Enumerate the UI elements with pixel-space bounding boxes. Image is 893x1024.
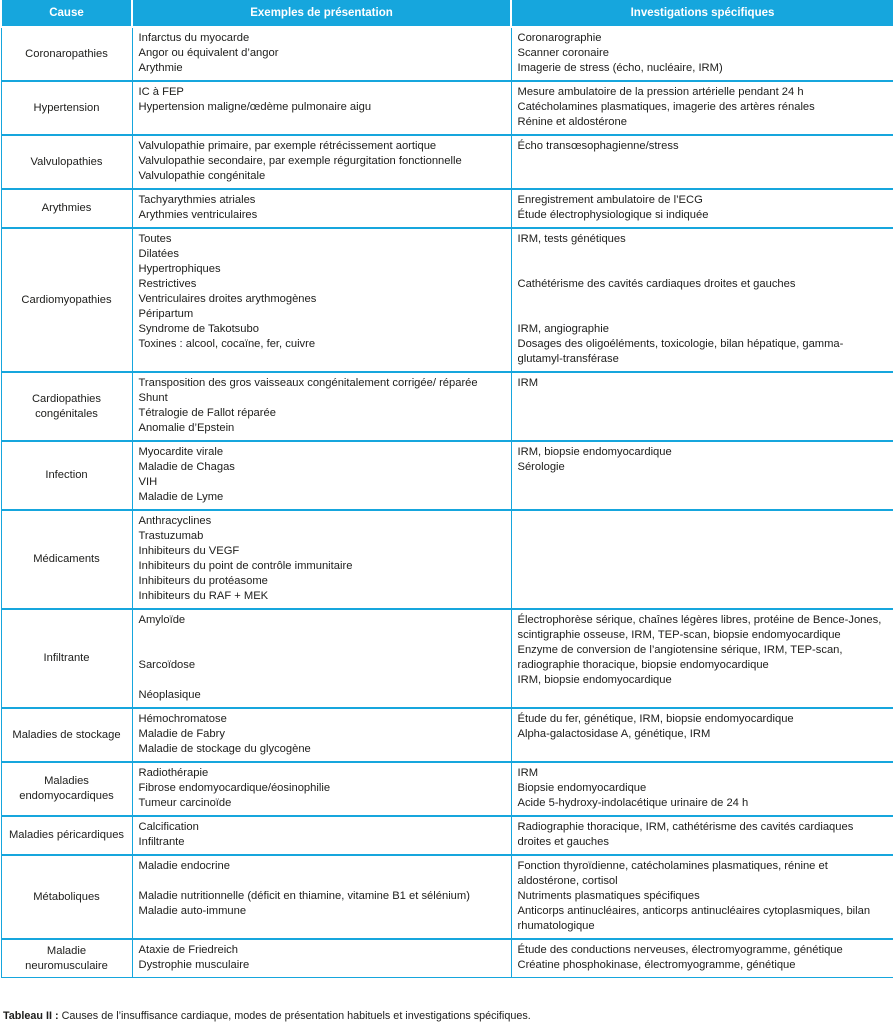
investigations-cell xyxy=(511,510,893,609)
table-row xyxy=(1,816,893,855)
example-line: Inhibiteurs du VEGF xyxy=(138,545,240,557)
investigation-line xyxy=(518,262,888,277)
example-line: VIH xyxy=(138,476,158,488)
investigation-line xyxy=(518,247,888,262)
investigations-cell xyxy=(511,27,893,81)
investigation-line: Coronarographie xyxy=(517,32,602,44)
investigations-cell xyxy=(511,372,893,441)
investigation-line: Étude du fer, génétique, IRM, biopsie endomyocardique xyxy=(517,713,794,725)
example-line: Inhibiteurs du protéasome xyxy=(138,575,268,587)
investigation-line: Radiographie thoracique, IRM, cathétérisme des cavités cardiaques droites et gauches xyxy=(517,821,854,848)
investigation-line xyxy=(518,307,888,322)
investigations-cell xyxy=(511,609,893,708)
investigation-line: IRM xyxy=(517,767,539,779)
cause-cell: Cardiomyopathies xyxy=(1,228,132,372)
example-line: Valvulopathie congénitale xyxy=(138,170,266,182)
example-line: Myocardite virale xyxy=(138,446,224,458)
example-line: Trastuzumab xyxy=(138,530,204,542)
cause-cell: Infection xyxy=(1,441,132,510)
investigations-cell xyxy=(511,228,893,372)
example-line: Néoplasique xyxy=(138,689,201,701)
header-row xyxy=(1,0,893,27)
examples-cell xyxy=(132,855,511,939)
example-line: Shunt xyxy=(138,392,168,404)
example-line: IC à FEP xyxy=(138,86,184,98)
table-row xyxy=(1,189,893,228)
examples-cell xyxy=(132,708,511,762)
table-header xyxy=(1,0,893,27)
cause-cell: Valvulopathies xyxy=(1,135,132,189)
header-examples: Exemples de présentation xyxy=(132,0,511,27)
investigation-line: Enzyme de conversion de l’angiotensine sérique, IRM, TEP-scan, radiographie thoracique, biopsie endomyocardique xyxy=(517,644,843,671)
examples-cell xyxy=(132,372,511,441)
investigation-line: Alpha-galactosidase A, génétique, IRM xyxy=(517,728,711,740)
example-line: Valvulopathie secondaire, par exemple régurgitation fonctionnelle xyxy=(138,155,462,167)
cause-cell: Arythmies xyxy=(1,189,132,228)
table-row xyxy=(1,510,893,609)
investigation-line: IRM, tests génétiques xyxy=(517,233,626,245)
table-row xyxy=(1,762,893,816)
table-row xyxy=(1,939,893,978)
examples-cell xyxy=(132,189,511,228)
example-line xyxy=(139,874,505,889)
example-line: Maladie de stockage du glycogène xyxy=(138,743,311,755)
example-line: Dystrophie musculaire xyxy=(138,959,250,971)
investigation-line: Catécholamines plasmatiques, imagerie des artères rénales xyxy=(517,101,815,113)
example-line: Hémochromatose xyxy=(138,713,227,725)
examples-cell xyxy=(132,510,511,609)
investigation-line: Scanner coronaire xyxy=(517,47,609,59)
investigations-cell xyxy=(511,189,893,228)
investigations-cell xyxy=(511,81,893,135)
investigation-line: Biopsie endomyocardique xyxy=(517,782,647,794)
cause-cell: Métaboliques xyxy=(1,855,132,939)
example-line xyxy=(139,673,505,688)
example-line: Sarcoïdose xyxy=(138,659,196,671)
example-line: Tétralogie de Fallot réparée xyxy=(138,407,276,419)
investigation-line: Dosages des oligoéléments, toxicologie, bilan hépatique, gamma-glutamyl-transférase xyxy=(517,338,844,365)
example-line: Arythmies ventriculaires xyxy=(138,209,258,221)
example-line: Fibrose endomyocardique/éosinophilie xyxy=(138,782,331,794)
investigation-line: Sérologie xyxy=(517,461,565,473)
table-row xyxy=(1,372,893,441)
table-row xyxy=(1,135,893,189)
table-row xyxy=(1,609,893,708)
example-line: Maladie de Chagas xyxy=(138,461,235,473)
example-line: Maladie de Lyme xyxy=(138,491,224,503)
cause-cell: Hypertension xyxy=(1,81,132,135)
example-line xyxy=(139,643,505,658)
investigation-line: Enregistrement ambulatoire de l’ECG xyxy=(517,194,703,206)
investigation-line xyxy=(518,292,888,307)
investigation-line: IRM xyxy=(517,377,539,389)
example-line: Syndrome de Takotsubo xyxy=(138,323,259,335)
example-line: Tachyarythmies atriales xyxy=(138,194,256,206)
example-line: Transposition des gros vaisseaux congénitalement corrigée/ réparée xyxy=(138,377,478,389)
table-row xyxy=(1,855,893,939)
example-line: Dilatées xyxy=(138,248,179,260)
caption-label: Tableau II : xyxy=(3,1010,59,1022)
examples-cell xyxy=(132,27,511,81)
example-line: Anomalie d’Epstein xyxy=(138,422,235,434)
example-line: Arythmie xyxy=(138,62,183,74)
table-row xyxy=(1,708,893,762)
investigation-line: Étude des conductions nerveuses, électromyogramme, génétique xyxy=(517,944,843,956)
investigations-cell xyxy=(511,441,893,510)
table-caption xyxy=(3,1009,531,1023)
investigation-line: IRM, biopsie endomyocardique xyxy=(517,446,672,458)
example-line: Inhibiteurs du point de contrôle immunitaire xyxy=(138,560,353,572)
examples-cell xyxy=(132,81,511,135)
investigation-line: IRM, angiographie xyxy=(517,323,609,335)
example-line: Hypertension maligne/œdème pulmonaire aigu xyxy=(138,101,372,113)
cause-cell: Maladies de stockage xyxy=(1,708,132,762)
example-line: Toutes xyxy=(138,233,172,245)
cause-cell: Cardiopathies congénitales xyxy=(1,372,132,441)
cause-cell: Maladies endomyocardiques xyxy=(1,762,132,816)
examples-cell xyxy=(132,135,511,189)
investigation-line: Acide 5-hydroxy-indolacétique urinaire de 24 h xyxy=(517,797,749,809)
investigation-line: Imagerie de stress (écho, nucléaire, IRM) xyxy=(517,62,723,74)
investigation-line: Écho transœsophagienne/stress xyxy=(517,140,679,152)
investigation-line: Électrophorèse sérique, chaînes légères libres, protéine de Bence-Jones, scintigraphie osseuse, IRM, TEP-scan, biopsie endomyocardique xyxy=(517,614,882,641)
investigation-line: Nutriments plasmatiques spécifiques xyxy=(517,890,700,902)
examples-cell xyxy=(132,609,511,708)
table-row xyxy=(1,228,893,372)
table-row xyxy=(1,81,893,135)
example-line: Hypertrophiques xyxy=(138,263,221,275)
example-line: Maladie auto-immune xyxy=(138,905,247,917)
examples-cell xyxy=(132,939,511,978)
examples-cell xyxy=(132,228,511,372)
investigations-cell xyxy=(511,939,893,978)
example-line xyxy=(139,628,505,643)
cause-cell: Maladies péricardiques xyxy=(1,816,132,855)
caption-text: Causes de l’insuffisance cardiaque, modes de présentation habituels et investigations spécifiques. xyxy=(58,1010,531,1022)
example-line: Restrictives xyxy=(138,278,197,290)
examples-cell xyxy=(132,816,511,855)
investigations-cell xyxy=(511,762,893,816)
cause-cell: Coronaropathies xyxy=(1,27,132,81)
example-line: Infiltrante xyxy=(138,836,185,848)
table-row xyxy=(1,441,893,510)
example-line: Radiothérapie xyxy=(138,767,209,779)
investigations-cell xyxy=(511,135,893,189)
cause-cell: Maladie neuromusculaire xyxy=(1,939,132,978)
example-line: Ventriculaires droites arythmogènes xyxy=(138,293,317,305)
investigations-cell xyxy=(511,816,893,855)
investigation-line: Rénine et aldostérone xyxy=(517,116,627,128)
example-line: Maladie nutritionnelle (déficit en thiamine, vitamine B1 et sélénium) xyxy=(138,890,470,902)
investigation-line: Étude électrophysiologique si indiquée xyxy=(517,209,709,221)
example-line: Inhibiteurs du RAF + MEK xyxy=(138,590,269,602)
example-line: Ataxie de Friedreich xyxy=(138,944,238,956)
example-line: Valvulopathie primaire, par exemple rétrécissement aortique xyxy=(138,140,437,152)
cause-cell: Médicaments xyxy=(1,510,132,609)
table-body xyxy=(1,27,893,978)
investigation-line: Créatine phosphokinase, électromyogramme, génétique xyxy=(517,959,796,971)
investigation-line: Mesure ambulatoire de la pression artérielle pendant 24 h xyxy=(517,86,804,98)
examples-cell xyxy=(132,762,511,816)
investigations-cell xyxy=(511,708,893,762)
example-line: Maladie endocrine xyxy=(138,860,230,872)
example-line: Infarctus du myocarde xyxy=(138,32,250,44)
examples-cell xyxy=(132,441,511,510)
example-line: Toxines : alcool, cocaïne, fer, cuivre xyxy=(138,338,316,350)
investigation-line: Fonction thyroïdienne, catécholamines plasmatiques, rénine et aldostérone, cortisol xyxy=(517,860,828,887)
cause-cell: Infiltrante xyxy=(1,609,132,708)
investigation-line: IRM, biopsie endomyocardique xyxy=(517,674,672,686)
example-line: Péripartum xyxy=(138,308,194,320)
example-line: Anthracyclines xyxy=(138,515,212,527)
example-line: Angor ou équivalent d’angor xyxy=(138,47,279,59)
investigation-line: Cathétérisme des cavités cardiaques droites et gauches xyxy=(517,278,796,290)
header-investigations: Investigations spécifiques xyxy=(511,0,893,27)
investigation-line: Anticorps antinucléaires, anticorps antinucléaires cytoplasmiques, bilan rhumatologique xyxy=(517,905,871,932)
table-row xyxy=(1,27,893,81)
header-cause: Cause xyxy=(1,0,132,27)
example-line: Maladie de Fabry xyxy=(138,728,225,740)
example-line: Amyloïde xyxy=(138,614,186,626)
investigations-cell xyxy=(511,855,893,939)
example-line: Calcification xyxy=(138,821,199,833)
example-line: Tumeur carcinoïde xyxy=(138,797,232,809)
